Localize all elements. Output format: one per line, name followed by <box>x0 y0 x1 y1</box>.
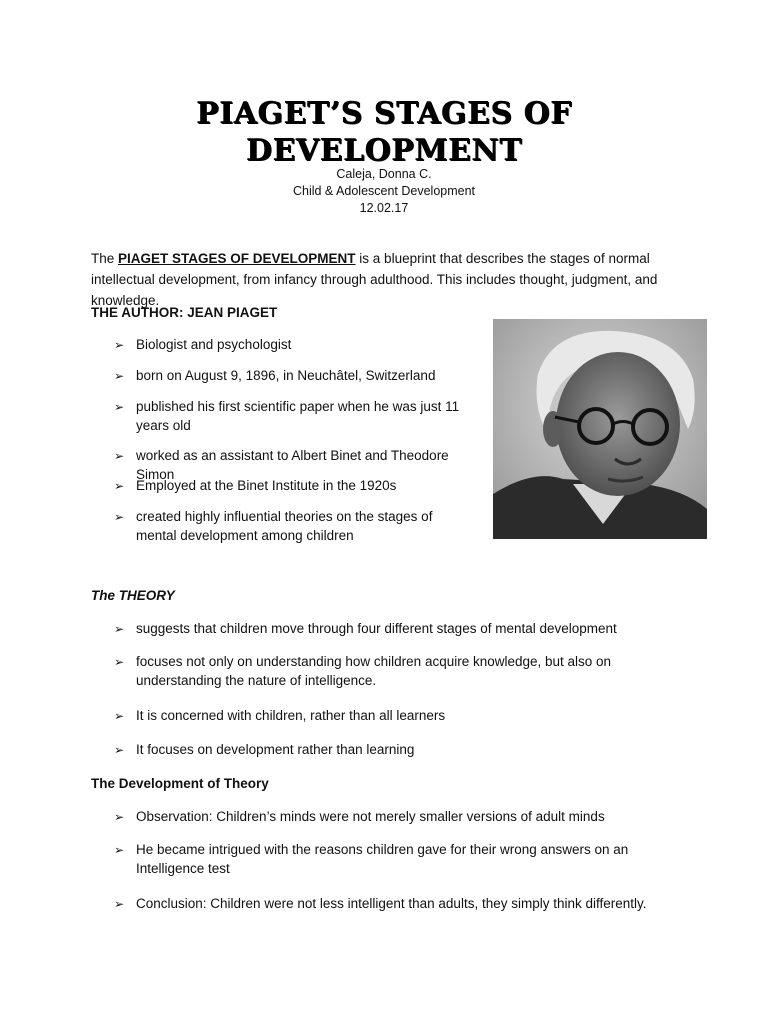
intro-paragraph <box>91 248 691 311</box>
arrow-bullet-icon: ➢ <box>114 897 125 911</box>
list-item: ➢ Employed at the Binet Institute in the 1920s <box>114 477 476 496</box>
list-item: ➢ It focuses on development rather than learning <box>114 741 696 760</box>
arrow-bullet-icon: ➢ <box>114 338 125 352</box>
author-bullet-list <box>114 336 474 546</box>
list-item: ➢ worked as an assistant to Albert Binet and Theodore Simon <box>114 448 449 482</box>
list-item: ➢ Biologist and psychologist <box>114 336 476 355</box>
arrow-bullet-icon: ➢ <box>114 810 125 824</box>
list-item: ➢ It is concerned with children, rather than all learners <box>114 707 696 726</box>
document-date: 12.02.17 <box>359 201 409 215</box>
arrow-bullet-icon: ➢ <box>114 449 125 463</box>
arrow-bullet-icon: ➢ <box>114 655 125 669</box>
arrow-bullet-icon: ➢ <box>114 510 125 524</box>
theory-bullet-list <box>114 620 694 760</box>
author-heading: THE AUTHOR: JEAN PIAGET <box>91 305 278 320</box>
list-item: ➢ Conclusion: Children were not less intelligent than adults, they simply think differently. <box>114 895 681 914</box>
development-bullet-list <box>114 808 694 918</box>
arrow-bullet-icon: ➢ <box>114 843 125 857</box>
arrow-bullet-icon: ➢ <box>114 479 125 493</box>
arrow-bullet-icon: ➢ <box>114 743 125 757</box>
course-name: Child & Adolescent Development <box>292 184 476 198</box>
intro-prefix: The <box>91 251 119 266</box>
development-heading: The Development of Theory <box>91 776 269 791</box>
title-line-2: DEVELOPMENT <box>245 133 523 168</box>
list-item: ➢ Observation: Children’s minds were not merely smaller versions of adult minds <box>114 808 681 827</box>
list-item: ➢ created highly influential theories on the stages of mental development among children <box>114 509 433 543</box>
list-item: ➢ published his first scientific paper when he was just 11 years old <box>114 399 460 433</box>
intro-emphasis: PIAGET STAGES OF DEVELOPMENT <box>118 251 356 266</box>
intro-rest: is a blueprint that describes the stages of normal intellectual development, from infancy through adulthood. This includes thought, judgment, and knowledge. <box>91 251 658 308</box>
arrow-bullet-icon: ➢ <box>114 709 125 723</box>
author-name: Caleja, Donna C. <box>336 167 432 181</box>
arrow-bullet-icon: ➢ <box>114 400 125 414</box>
list-item: ➢ focuses not only on understanding how children acquire knowledge, but also on understanding the nature of intelligence. <box>114 654 612 688</box>
list-item: ➢ suggests that children move through four different stages of mental development <box>114 620 696 639</box>
list-item: ➢ born on August 9, 1896, in Neuchâtel, Switzerland <box>114 367 476 386</box>
arrow-bullet-icon: ➢ <box>114 369 125 383</box>
title-line-1: PIAGET’S STAGES OF <box>196 96 572 131</box>
theory-heading: The THEORY <box>91 588 175 603</box>
list-item: ➢ He became intrigued with the reasons children gave for their wrong answers on an Intelligence test <box>114 842 629 876</box>
arrow-bullet-icon: ➢ <box>114 622 125 636</box>
jean-piaget-photo <box>493 319 707 539</box>
